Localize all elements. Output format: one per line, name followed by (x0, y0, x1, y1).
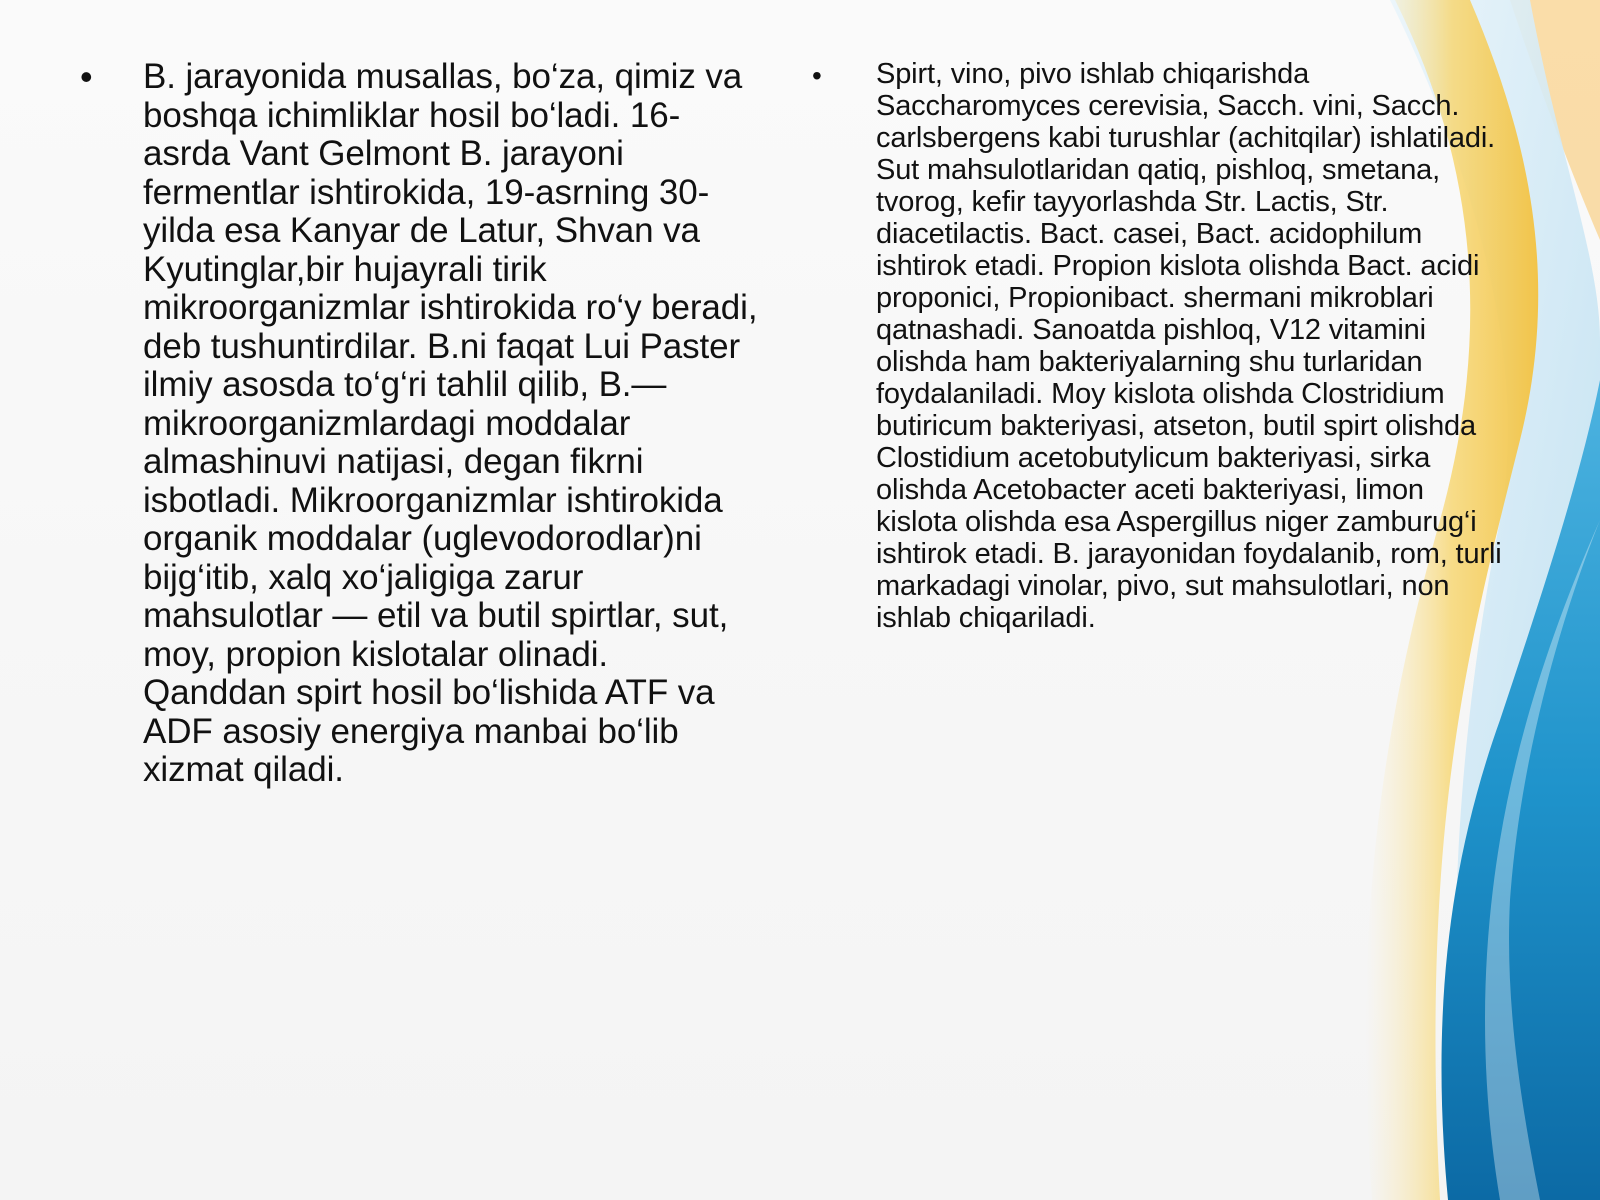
list-item (812, 58, 1502, 634)
bullet-glyph: • (812, 60, 822, 91)
bullet-text: B. jarayonida musallas, bo‘za, qimiz va boshqa ichimliklar hosil bo‘ladi. 16-asrda Vant Gelmont B. jarayoni fermentlar ishtirokida, 19-asrning 30- yilda esa Kanyar de Latur, Shvan va Kyutinglar,bir hujayrali tirik mikroorganizmlar ishtirokida ro‘y beradi, deb tushuntirdilar. B.ni faqat Lui Paster ilmiy asosda to‘g‘ri tahlil qilib, B.— mikroorganizmlardagi moddalar almashinuvi natijasi, degan fikrni isbotladi. Mikroorganizmlar ishtirokida organik moddalar (uglevodorodlar)ni bijg‘itib, xalq xo‘jaligiga zarur mahsulotlar — etil va butil spirtlar, sut, moy, propion kislotalar olinadi. Qanddan spirt hosil bo‘lishida ATF va ADF asosiy energiya manbai bo‘lib xizmat qiladi. (143, 57, 758, 789)
bullet-glyph: • (80, 56, 93, 97)
bullet-text: Spirt, vino, pivo ishlab chiqarishda Saccharomyces cerevisia, Sacch. vini, Sacch. carlsbergens kabi turushlar (achitqilar) ishlatiladi. Sut mahsulotlaridan qatiq, pishloq, smetana, tvorog, kefir tayyorlashda Str. Lactis, Str. diacetilactis. Bact. casei, Bact. acidophilum ishtirok etadi. Propion kislota olishda Bact. acidi proponici, Propionibact. shermani mikroblari qatnashadi. Sanoatda pishloq, V12 vitamini olishda ham bakteriyalarning shu turlaridan foydalaniladi. Moy kislota olishda Clostridium butiricum bakteriyasi, atseton, butil spirt olishda Clostidium acetobutylicum bakteriyasi, sirka olishda Acetobacter aceti bakteriyasi, limon kislota olishda esa Aspergillus niger zamburug‘i ishtirok etadi. B. jarayonidan foydalanib, rom, turli markadagi vinolar, pivo, sut mahsulotlari, non ishlab chiqariladi. (876, 58, 1502, 634)
left-column (80, 58, 760, 790)
right-column (812, 58, 1502, 634)
list-item (80, 58, 760, 790)
